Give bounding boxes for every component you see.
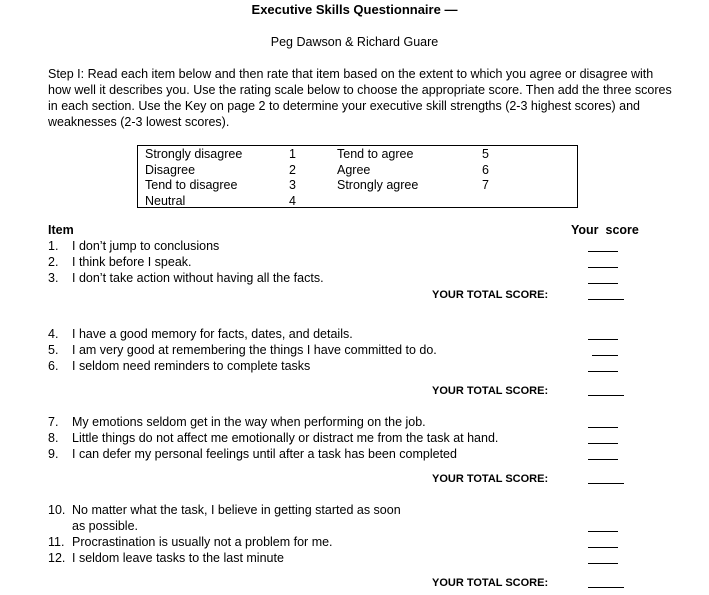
instructions-paragraph: Step I: Read each item below and then rate that item based on the extent to which you agree or disagree with how well it describes you. Use the rating scale below to choose the appropriate score. Then add the three scores in each section. Use the Key on page 2 to determine your executive skill strengths (2-3 highest scores) and weaknesses (2-3 lowest scores). <box>48 67 672 129</box>
item-number: 7. <box>48 415 59 429</box>
item-text: I don’t take action without having all the facts. <box>72 271 324 285</box>
total-score-blank[interactable] <box>588 587 624 588</box>
item-text: Little things do not affect me emotionally or distract me from the task at hand. <box>72 431 499 445</box>
item-number: 2. <box>48 255 59 269</box>
item-text: I have a good memory for facts, dates, and details. <box>72 327 353 341</box>
item-text: I am very good at remembering the things I have committed to do. <box>72 343 437 357</box>
scale-label: Strongly disagree <box>145 147 243 161</box>
scale-value: 4 <box>289 193 296 208</box>
score-blank[interactable] <box>588 427 618 428</box>
item-text: No matter what the task, I believe in getting started as soon <box>72 503 401 517</box>
item-text: I think before I speak. <box>72 255 192 269</box>
scale-value: 3 <box>289 178 296 192</box>
item-number: 5. <box>48 343 59 357</box>
scale-value: 6 <box>482 162 489 177</box>
scale-value: 1 <box>289 147 296 161</box>
item-number: 10. <box>48 503 66 517</box>
item-number: 6. <box>48 359 59 373</box>
scale-label: Tend to agree <box>337 147 414 161</box>
scale-label: Neutral <box>145 193 186 208</box>
item-column-header: Item <box>48 223 74 237</box>
score-blank[interactable] <box>588 531 618 532</box>
total-score-blank[interactable] <box>588 395 624 396</box>
score-blank[interactable] <box>588 459 618 460</box>
item-text: Procrastination is usually not a problem for me. <box>72 535 333 549</box>
score-blank[interactable] <box>588 267 618 268</box>
scale-label: Disagree <box>145 162 196 177</box>
item-text: I can defer my personal feelings until after a task has been completed <box>72 447 457 461</box>
score-blank[interactable] <box>592 355 618 356</box>
score-blank[interactable] <box>588 251 618 252</box>
item-text: I seldom need reminders to complete tasks <box>72 359 311 373</box>
scale-label: Strongly agree <box>337 178 419 192</box>
score-blank[interactable] <box>588 443 618 444</box>
total-score-label: YOUR TOTAL SCORE: <box>432 385 549 397</box>
score-blank[interactable] <box>588 547 618 548</box>
item-text-continued: as possible. <box>72 519 139 533</box>
scale-value: 7 <box>482 178 489 192</box>
score-blank[interactable] <box>588 339 618 340</box>
score-blank[interactable] <box>588 371 618 372</box>
item-number: 1. <box>48 239 59 253</box>
document-title: Executive Skills Questionnaire — <box>251 2 458 17</box>
total-score-label: YOUR TOTAL SCORE: <box>432 577 549 589</box>
item-number: 8. <box>48 431 59 445</box>
total-score-blank[interactable] <box>588 299 624 300</box>
item-number: 12. <box>48 551 66 565</box>
total-score-blank[interactable] <box>588 483 624 484</box>
scale-label: Agree <box>337 162 371 177</box>
item-text: I seldom leave tasks to the last minute <box>72 551 284 565</box>
item-number: 3. <box>48 271 59 285</box>
item-number: 4. <box>48 327 59 341</box>
item-number: 9. <box>48 447 59 461</box>
rating-scale-key <box>137 145 578 208</box>
score-blank[interactable] <box>588 563 618 564</box>
document-authors: Peg Dawson & Richard Guare <box>270 35 439 49</box>
scale-label: Tend to disagree <box>145 178 238 192</box>
scale-value: 2 <box>289 162 296 177</box>
total-score-label: YOUR TOTAL SCORE: <box>432 473 549 485</box>
item-text: My emotions seldom get in the way when performing on the job. <box>72 415 426 429</box>
total-score-label: YOUR TOTAL SCORE: <box>432 289 549 301</box>
scale-value: 5 <box>482 147 489 161</box>
item-number: 11. <box>48 535 65 549</box>
score-blank[interactable] <box>588 283 618 284</box>
item-text: I don’t jump to conclusions <box>72 239 220 253</box>
score-column-header: Your score <box>571 223 639 237</box>
